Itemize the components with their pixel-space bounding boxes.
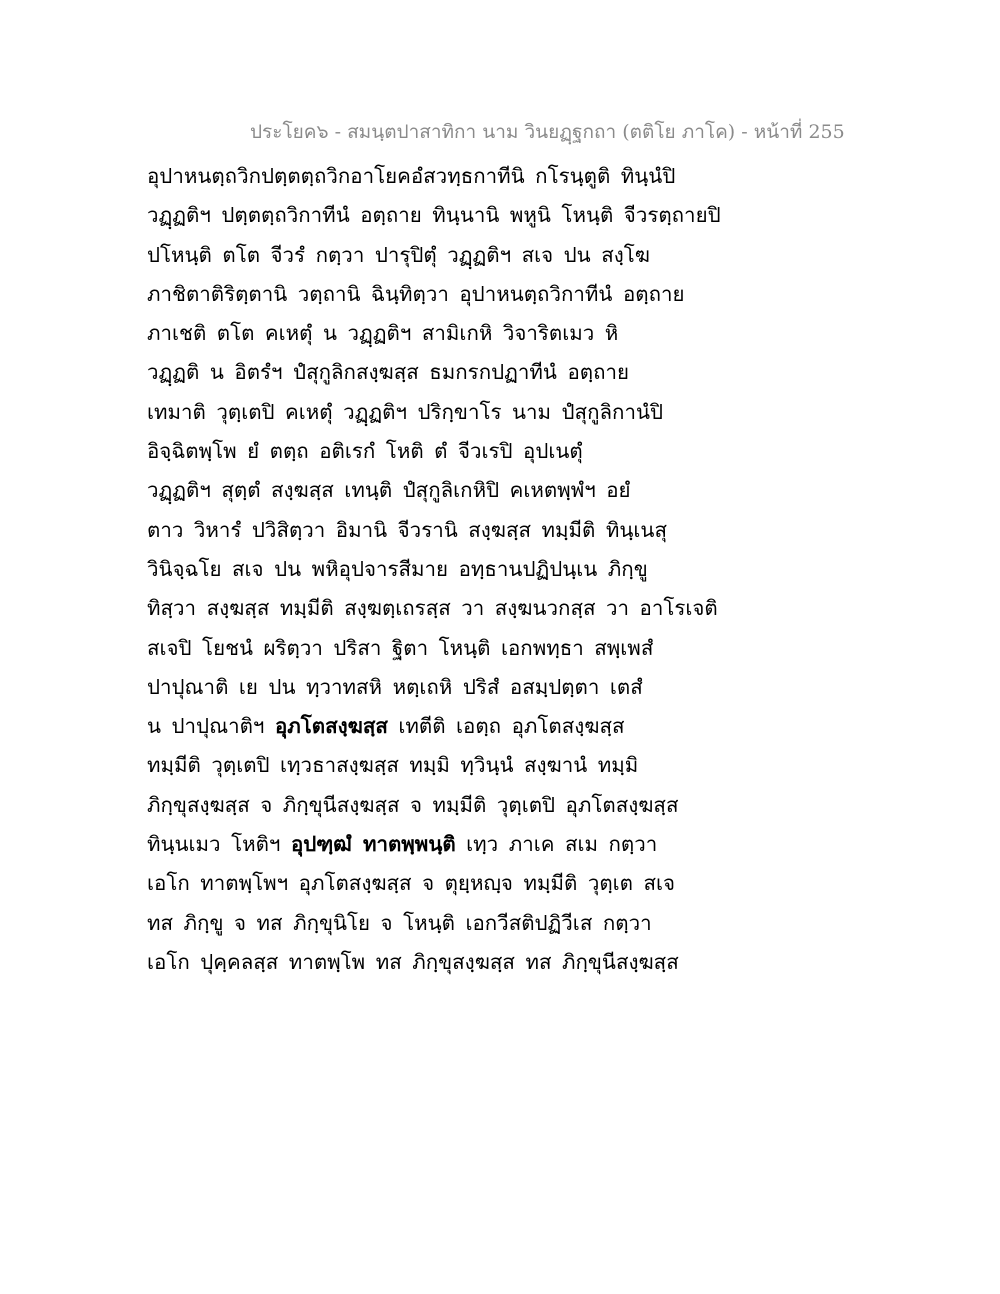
text-span: เทตีติ เอตฺถ อุภโตสงฺฆสฺส (387, 714, 625, 739)
text-line: ปโหนฺติ ตโต จีวรํ กตฺวา ปารุปิตุํ วฏฺฏติฯ สเจ ปน สงฺโฆ (147, 242, 650, 267)
bold-term: อุภโตสงฺฆสฺส (274, 714, 388, 739)
text-line: อิจฺฉิตพฺโพ ยํ ตตฺถ อติเรกํ โหติ ตํ จีวเรปิ อุปเนตุํ (147, 439, 583, 464)
text-line: ภิกฺขุสงฺฆสฺส จ ภิกฺขุนีสงฺฆสฺส จ ทมฺมีติ วุตฺเตปิ อุภโตสงฺฆสฺส (147, 792, 679, 817)
text-line: ทิสฺวา สงฺฆสฺส ทมฺมีติ สงฺฆตฺเถรสฺส วา สงฺฆนวกสฺส วา อาโรเจติ (147, 596, 718, 621)
text-span: เทฺว ภาเค สเม กตฺวา (455, 832, 658, 857)
text-line-with-bold-term (147, 707, 707, 746)
text-line: ทส ภิกฺขู จ ทส ภิกฺขุนิโย จ โหนฺติ เอกวีสติปฏิวีเส กตฺวา (147, 910, 652, 935)
text-line: วฏฺฏติฯ ปตฺตตฺถวิกาทีนํ อตฺถาย ทินฺนานิ พหูนิ โหนฺติ จีวรตฺถายปิ (147, 203, 721, 228)
text-line: วินิจฺฉโย สเจ ปน พหิอุปจารสีมาย อทฺธานปฏิปนฺเน ภิกฺขู (147, 556, 648, 581)
text-line: ปาปุณาติ เย ปน ทฺวาทสหิ หตฺเถหิ ปริสํ อสมฺปตฺตา เตสํ (147, 674, 643, 699)
text-line: ภาเชติ ตโต คเหตุํ น วฏฺฏติฯ สามิเกหิ วิจาริตเมว หิ (147, 321, 619, 346)
text-line: วฏฺฏติ น อิตรํฯ ปํสุกูลิกสงฺฆสฺส ธมกรกปฏาทีนํ อตฺถาย (147, 360, 630, 385)
text-span: น ปาปุณาติฯ (147, 714, 275, 739)
text-line: สเจปิ โยชนํ ผริตฺวา ปริสา ฐิตา โหนฺติ เอกพทฺธา สพฺเพสํ (147, 635, 654, 660)
text-line: อุปาหนตฺถวิกปตฺตตฺถวิกอาโยคอํสวทฺธกาทีนิ กโรนฺตูติ ทินฺนํปิ (147, 164, 676, 188)
text-line: เอโก ทาตพฺโพฯ อุภโตสงฺฆสฺส จ ตุยฺหญฺจ ทมฺมีติ วุตฺเต สเจ (147, 871, 676, 896)
text-line: เอโก ปุคฺคลสฺส ทาตพฺโพ ทส ภิกฺขุสงฺฆสฺส ทส ภิกฺขุนีสงฺฆสฺส (147, 949, 679, 974)
text-span: ทินฺนเมว โหติฯ (147, 832, 291, 857)
text-line: ทมฺมีติ วุตฺเตปิ เทฺวธาสงฺฆสฺส ทมฺมิ ทฺวินฺนํ สงฺฆานํ ทมฺมิ (147, 753, 639, 778)
text-line: เทมาติ วุตฺเตปิ คเหตุํ วฏฺฏติฯ ปริกฺขาโร นาม ปํสุกูลิกานํปิ (147, 399, 663, 424)
text-line-with-bold-term (147, 825, 707, 864)
text-line: ภาชิตาติริตฺตานิ วตฺถานิ ฉินฺทิตฺวา อุปาหนตฺถวิกาทีนํ อตฺถาย (147, 281, 685, 306)
text-line: วฏฺฏติฯ สุตฺตํ สงฺฆสฺส เทนฺติ ปํสุกูลิเกหิปิ คเหตพฺพํฯ อยํ (147, 478, 631, 503)
text-line: ตาว วิหารํ ปวิสิตฺวา อิมานิ จีวรานิ สงฺฆสฺส ทมฺมีติ ทินฺเนสุ (147, 517, 667, 542)
body-text (147, 157, 721, 982)
bold-term: อุปฑฺฒํ ทาตพฺพนฺติ (290, 832, 456, 857)
page-header: ประโยค๖ - สมนฺตปาสาทิกา นาม วินยฏฺฐกถา (ตติโย ภาโค) - หน้าที่ 255 (250, 121, 845, 143)
